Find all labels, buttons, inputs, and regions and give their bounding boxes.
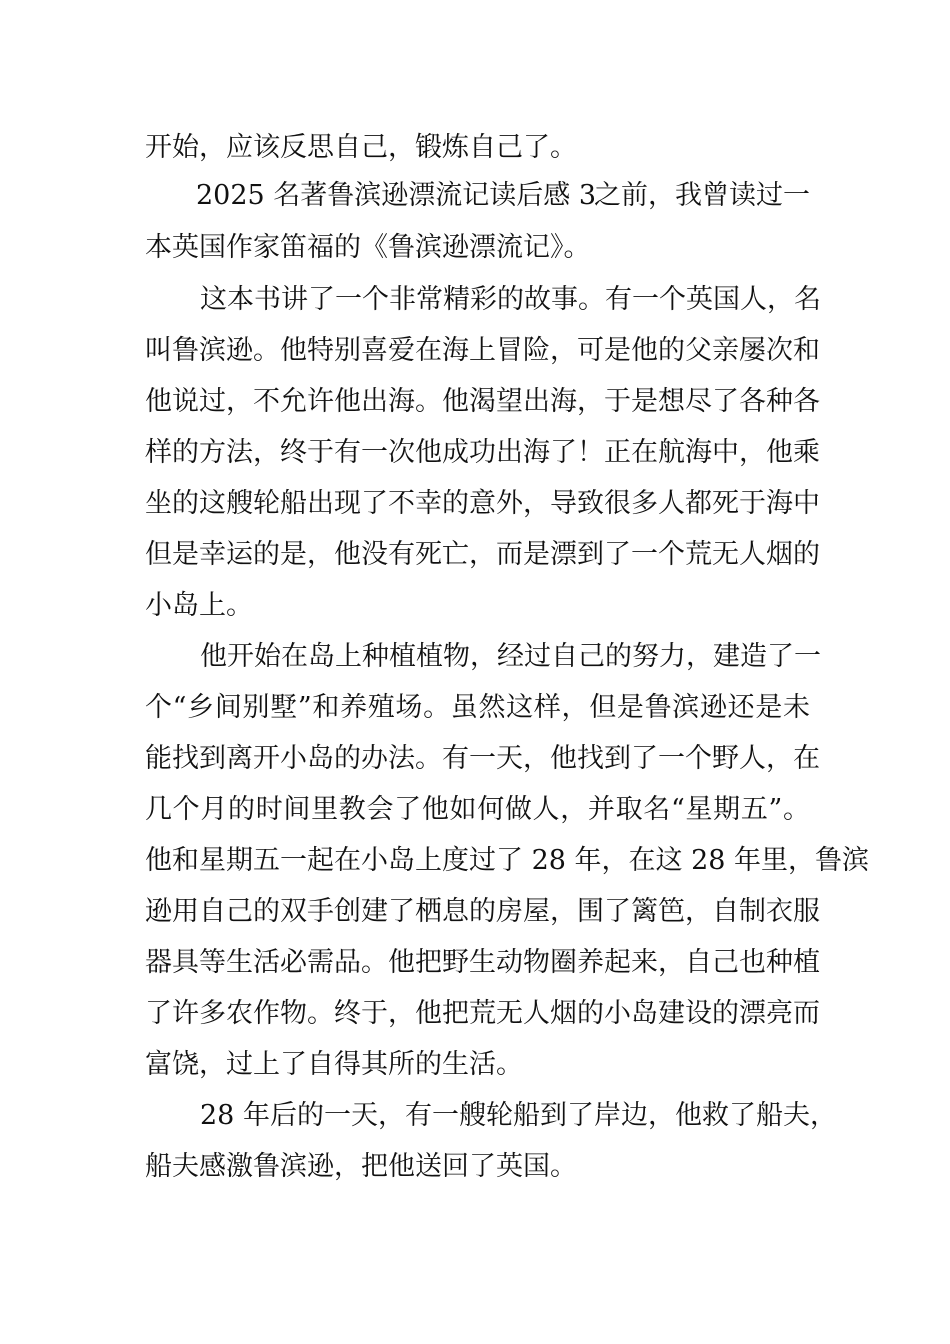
text-line: 他和星期五一起在小岛上度过了 28 年，在这 28 年里，鲁滨	[145, 845, 870, 876]
text-line: 船夫感激鲁滨逊，把他送回了英国。	[145, 1151, 577, 1182]
text-line: 个“乡间别墅”和养殖场。虽然这样，但是鲁滨逊还是未	[145, 692, 810, 723]
text-line: 叫鲁滨逊。他特别喜爱在海上冒险，可是他的父亲屡次和	[145, 335, 820, 366]
text-line: 坐的这艘轮船出现了不幸的意外，导致很多人都死于海中	[145, 488, 820, 519]
text-line: 样的方法，终于有一次他成功出海了！正在航海中，他乘	[145, 437, 820, 468]
text-line: 逊用自己的双手创建了栖息的房屋，围了篱笆，自制衣服	[145, 896, 820, 927]
text-line: 小岛上。	[145, 590, 253, 621]
section-heading-line	[196, 178, 810, 214]
text-line: 几个月的时间里教会了他如何做人，并取名“星期五”。	[145, 794, 810, 825]
text-line: 28 年后的一天，有一艘轮船到了岸边，他救了船夫，	[200, 1100, 837, 1131]
text-line: 但是幸运的是，他没有死亡，而是漂到了一个荒无人烟的	[145, 539, 820, 570]
section-title: 2025 名著鲁滨逊漂流记读后感 3	[196, 180, 597, 211]
text-fragment: 之前，我曾读过一	[594, 180, 810, 211]
text-line: 开始，应该反思自己，锻炼自己了。	[145, 132, 577, 163]
text-line: 这本书讲了一个非常精彩的故事。有一个英国人，名	[200, 284, 821, 315]
text-line: 器具等生活必需品。他把野生动物圈养起来，自己也种植	[145, 947, 820, 978]
text-line: 了许多农作物。终于，他把荒无人烟的小岛建设的漂亮而	[145, 998, 820, 1029]
text-line: 能找到离开小岛的办法。有一天，他找到了一个野人，在	[145, 743, 820, 774]
text-line: 他说过，不允许他出海。他渴望出海，于是想尽了各种各	[145, 386, 820, 417]
text-line: 本英国作家笛福的《鲁滨逊漂流记》。	[145, 232, 591, 263]
text-line: 富饶，过上了自得其所的生活。	[145, 1049, 523, 1080]
text-line: 他开始在岛上种植植物，经过自己的努力，建造了一	[200, 641, 821, 672]
